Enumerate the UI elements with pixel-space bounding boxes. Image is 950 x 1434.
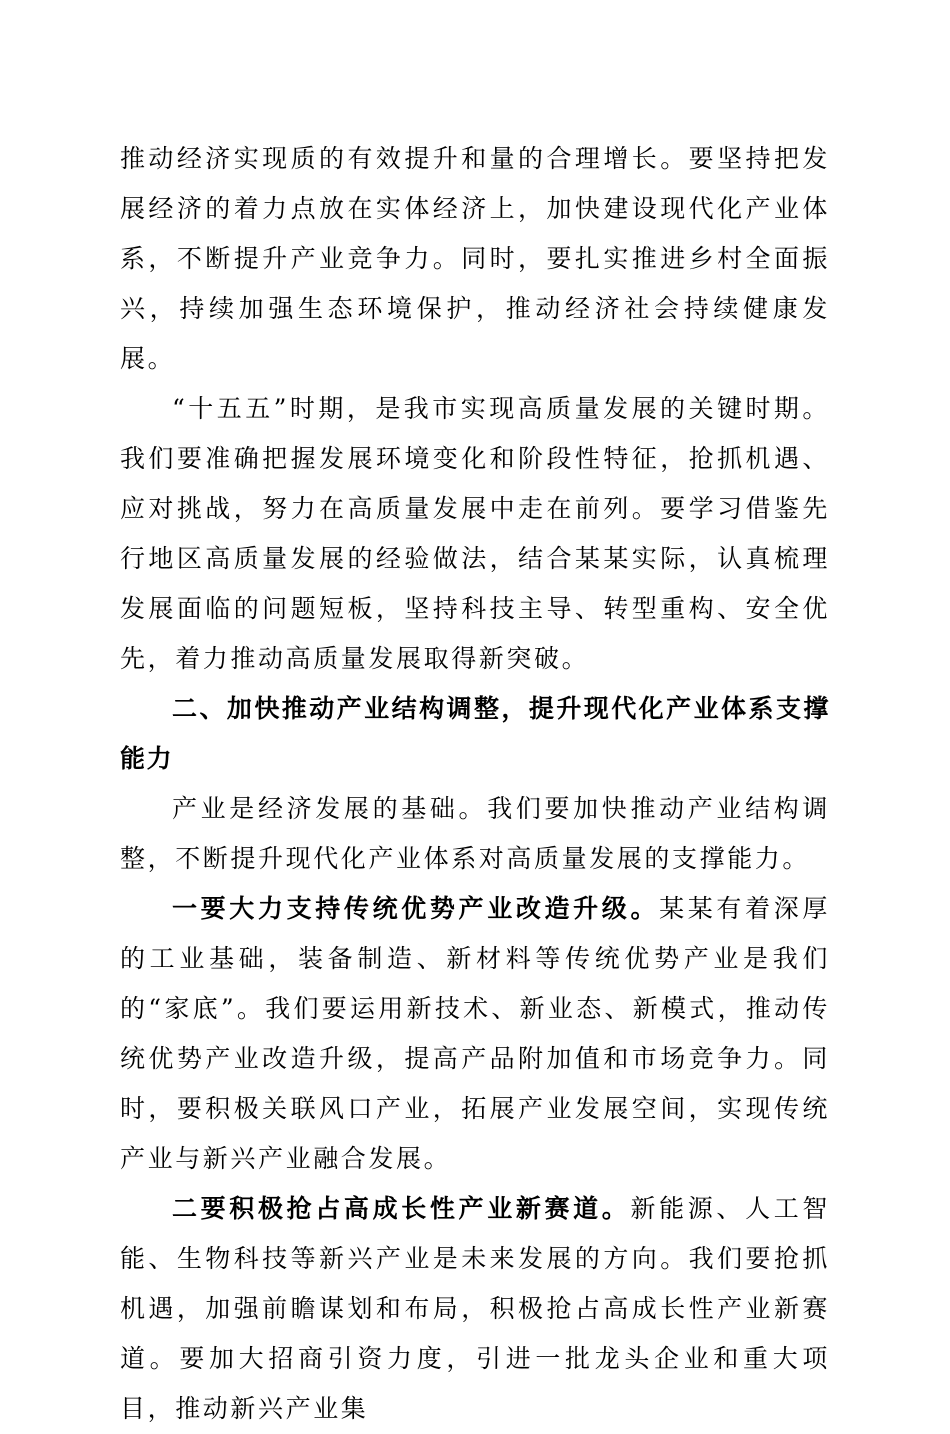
- paragraph-item-1: [120, 884, 830, 1184]
- paragraph-item-2: [120, 1184, 830, 1434]
- item-2-body: 新能源、人工智能、生物科技等新兴产业是未来发展的方向。我们要抢抓机遇，加强前瞻谋划和布局，积极抢占高成长性产业新赛道。要加大招商引资力度，引进一批龙头企业和重大项目，推动新兴产业集: [120, 1194, 830, 1423]
- paragraph-continuation: 推动经济实现质的有效提升和量的合理增长。要坚持把发展经济的着力点放在实体经济上，加快建设现代化产业体系，不断提升产业竞争力。同时，要扎实推进乡村全面振兴，持续加强生态环境保护，推动经济社会持续健康发展。: [120, 144, 830, 373]
- item-1-lead: 一要大力支持传统优势产业改造升级。: [172, 894, 660, 923]
- paragraph-fifteenth-five-year: “十五五”时期，是我市实现高质量发展的关键时期。我们要准确把握发展环境变化和阶段性特征，抢抓机遇、应对挑战，努力在高质量发展中走在前列。要学习借鉴先行地区高质量发展的经验做法，结合某某实际，认真梳理发展面临的问题短板，坚持科技主导、转型重构、安全优先，着力推动高质量发展取得新突破。: [120, 394, 830, 673]
- item-2-lead: 二要积极抢占高成长性产业新赛道。: [172, 1194, 631, 1223]
- item-1-body: 某某有着深厚的工业基础，装备制造、新材料等传统优势产业是我们的“家底”。我们要运用新技术、新业态、新模式，推动传统优势产业改造升级，提高产品附加值和市场竞争力。同时，要积极关联风口产业，拓展产业发展空间，实现传统产业与新兴产业融合发展。: [120, 894, 830, 1173]
- paragraph-industry-intro: 产业是经济发展的基础。我们要加快推动产业结构调整，不断提升现代化产业体系对高质量发展的支撑能力。: [120, 794, 830, 873]
- document-page: [120, 134, 830, 1434]
- section-heading-2: 二、加快推动产业结构调整，提升现代化产业体系支撑能力: [120, 694, 830, 773]
